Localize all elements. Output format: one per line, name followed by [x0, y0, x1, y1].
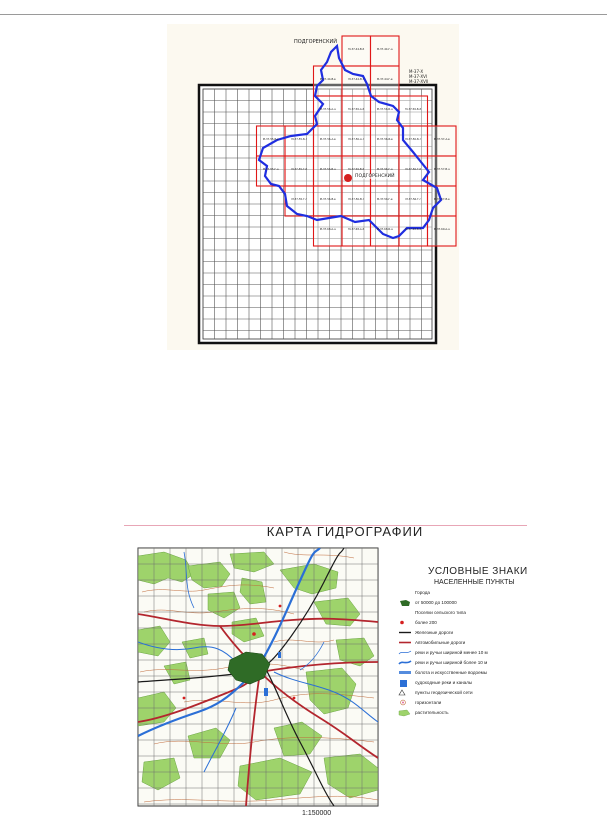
- sheet-label: М-37-68-Б-а: [376, 228, 393, 231]
- hydro-map-title: КАРТА ГИДРОГРАФИИ: [266, 524, 424, 539]
- sheet-label: М-37-55-Б-в: [262, 138, 279, 141]
- legend-item: [398, 649, 528, 656]
- sheet-label: М-37-44-Г-в: [376, 78, 393, 81]
- navigable-icon: [398, 679, 412, 686]
- sheet-label: М-37-44-В-б: [348, 48, 365, 51]
- sheet-cell: [342, 186, 371, 216]
- sheet-label: М-37-55-Г-б: [291, 168, 308, 171]
- sheet-cell: [428, 156, 457, 186]
- legend-item: [398, 589, 528, 596]
- sheet-cell: [371, 36, 400, 66]
- dot-icon: [398, 619, 412, 626]
- contour-icon: [398, 699, 412, 706]
- legend-label: Автомобильные дороги: [415, 639, 466, 645]
- district-center-marker: [344, 174, 352, 182]
- sheet-label: М-37-57-А-в: [433, 138, 450, 141]
- legend-item: [398, 679, 528, 686]
- sheet-cell: [371, 96, 400, 126]
- index-center-label: ПОДГОРЕНСКИЙ: [355, 174, 395, 179]
- sheet-label: М-37-56-Б-в: [376, 138, 393, 141]
- sheet-cell: [285, 186, 314, 216]
- legend-label: горизонтали: [415, 699, 442, 705]
- sheet-label: М-37-44-В-г: [348, 78, 365, 81]
- sheet-cell: [428, 126, 457, 156]
- legend-label: болота и искусственные водоемы: [415, 669, 488, 675]
- sheet-cell: [314, 126, 343, 156]
- sheet-cell: [371, 126, 400, 156]
- sheet-cell: [371, 186, 400, 216]
- sheet-label: М-37-44-В-в: [319, 78, 336, 81]
- legend-label: от 50000 до 100000: [415, 599, 457, 605]
- legend-label: реки и ручьи шириной более 10 м: [415, 659, 488, 665]
- side-note-line: М-37-Х: [409, 69, 424, 74]
- sheet-label: М-37-68-А-а: [319, 228, 336, 231]
- sheet-cell: [342, 36, 371, 66]
- legend-item: [398, 619, 528, 626]
- page-header-rule: [0, 14, 607, 15]
- sheet-cell: [399, 156, 428, 186]
- sheet-label: М-37-55-Г-г: [291, 198, 308, 201]
- legend-label: более 200: [415, 619, 437, 625]
- sheet-label: М-37-56-В-б: [348, 168, 365, 171]
- sheet-cell: [314, 156, 343, 186]
- sheet-cell: [371, 66, 400, 96]
- road-icon: [398, 639, 412, 646]
- legend-label: Города: [415, 589, 430, 595]
- sheet-label: М-37-56-В-г: [348, 198, 365, 201]
- legend-item: [398, 659, 528, 666]
- sheet-label: М-37-56-А-г: [348, 138, 365, 141]
- none-icon: [398, 609, 412, 616]
- vegetation-icon: [398, 709, 412, 716]
- sheet-label: М-37-56-Г-б: [405, 168, 422, 171]
- legend-label: Железные дороги: [415, 629, 454, 635]
- sheet-label: М-37-44-Г-а: [376, 48, 393, 51]
- triangle-icon: [398, 689, 412, 696]
- sheet-label: М-37-69-А-а: [433, 228, 450, 231]
- sheet-cell: [314, 66, 343, 96]
- legend-label: растительность: [415, 709, 449, 715]
- sheet-cell: [342, 126, 371, 156]
- legend-label: пункты геодезической сети: [415, 689, 473, 695]
- sheet-label: М-37-56-Б-б: [405, 108, 422, 111]
- city-icon: [398, 599, 412, 606]
- index-side-note: [409, 70, 428, 84]
- sheet-index-grid: [257, 36, 457, 246]
- legend-item: [398, 669, 528, 676]
- sheet-label: М-37-56-Б-а: [376, 108, 393, 111]
- sheet-cell: [371, 216, 400, 246]
- sheet-label: М-37-57-В-в: [433, 198, 450, 201]
- legend-heading: УСЛОВНЫЕ ЗНАКИ: [428, 566, 528, 577]
- legend-label: реки и ручьи шириной менее 10 м: [415, 649, 488, 655]
- sheet-label: М-37-68-А-б: [348, 228, 365, 231]
- sheet-cell: [371, 156, 400, 186]
- sheet-cell: [399, 186, 428, 216]
- river-thin-icon: [398, 649, 412, 656]
- sheet-label: М-37-55-Г-а: [262, 168, 279, 171]
- legend-item: [398, 629, 528, 636]
- legend-item: [398, 709, 528, 716]
- sheet-label: М-37-56-А-а: [319, 108, 336, 111]
- legend-item: [398, 699, 528, 706]
- legend-item: [398, 689, 528, 696]
- sheet-label: М-37-55-Б-г: [291, 138, 308, 141]
- sheet-index-map: [167, 24, 459, 350]
- legend-item: [398, 639, 528, 646]
- sheet-label: М-37-56-Г-а: [376, 168, 393, 171]
- river-thick-icon: [398, 659, 412, 666]
- sheet-cell: [314, 186, 343, 216]
- sheet-label: М-37-56-А-б: [348, 108, 365, 111]
- legend-items: [398, 589, 528, 716]
- sheet-label: М-37-56-В-в: [319, 198, 336, 201]
- sheet-cell: [285, 156, 314, 186]
- sheet-cell: [428, 216, 457, 246]
- legend-item: [398, 599, 528, 606]
- sheet-label: М-37-68-Б-б: [405, 228, 422, 231]
- sheet-label: М-37-56-Г-в: [376, 198, 393, 201]
- rail-icon: [398, 629, 412, 636]
- legend-label: Поселки сельского типа: [415, 609, 466, 615]
- sheet-label: М-37-57-В-а: [433, 168, 450, 171]
- sheet-cell: [342, 96, 371, 126]
- legend-item: [398, 609, 528, 616]
- none-icon: [398, 589, 412, 596]
- sheet-label: М-37-56-В-а: [319, 168, 336, 171]
- sheet-label: М-37-56-А-в: [319, 138, 336, 141]
- map-legend: [398, 566, 528, 716]
- swamp-icon: [398, 669, 412, 676]
- map-scale: 1:150000: [302, 810, 332, 817]
- legend-subheading: НАСЕЛЕННЫЕ ПУНКТЫ: [434, 579, 515, 586]
- legend-label: судоходные реки и каналы: [415, 679, 473, 685]
- sheet-cell: [399, 96, 428, 126]
- sheet-label: М-37-56-Б-г: [405, 138, 422, 141]
- side-note-line: М-37-XVI: [409, 73, 428, 79]
- index-top-label: ПОДГОРЕНСКИЙ: [294, 39, 338, 45]
- sheet-label: М-37-56-Г-г: [405, 198, 422, 201]
- side-note-line: М-37-XVII: [409, 78, 429, 84]
